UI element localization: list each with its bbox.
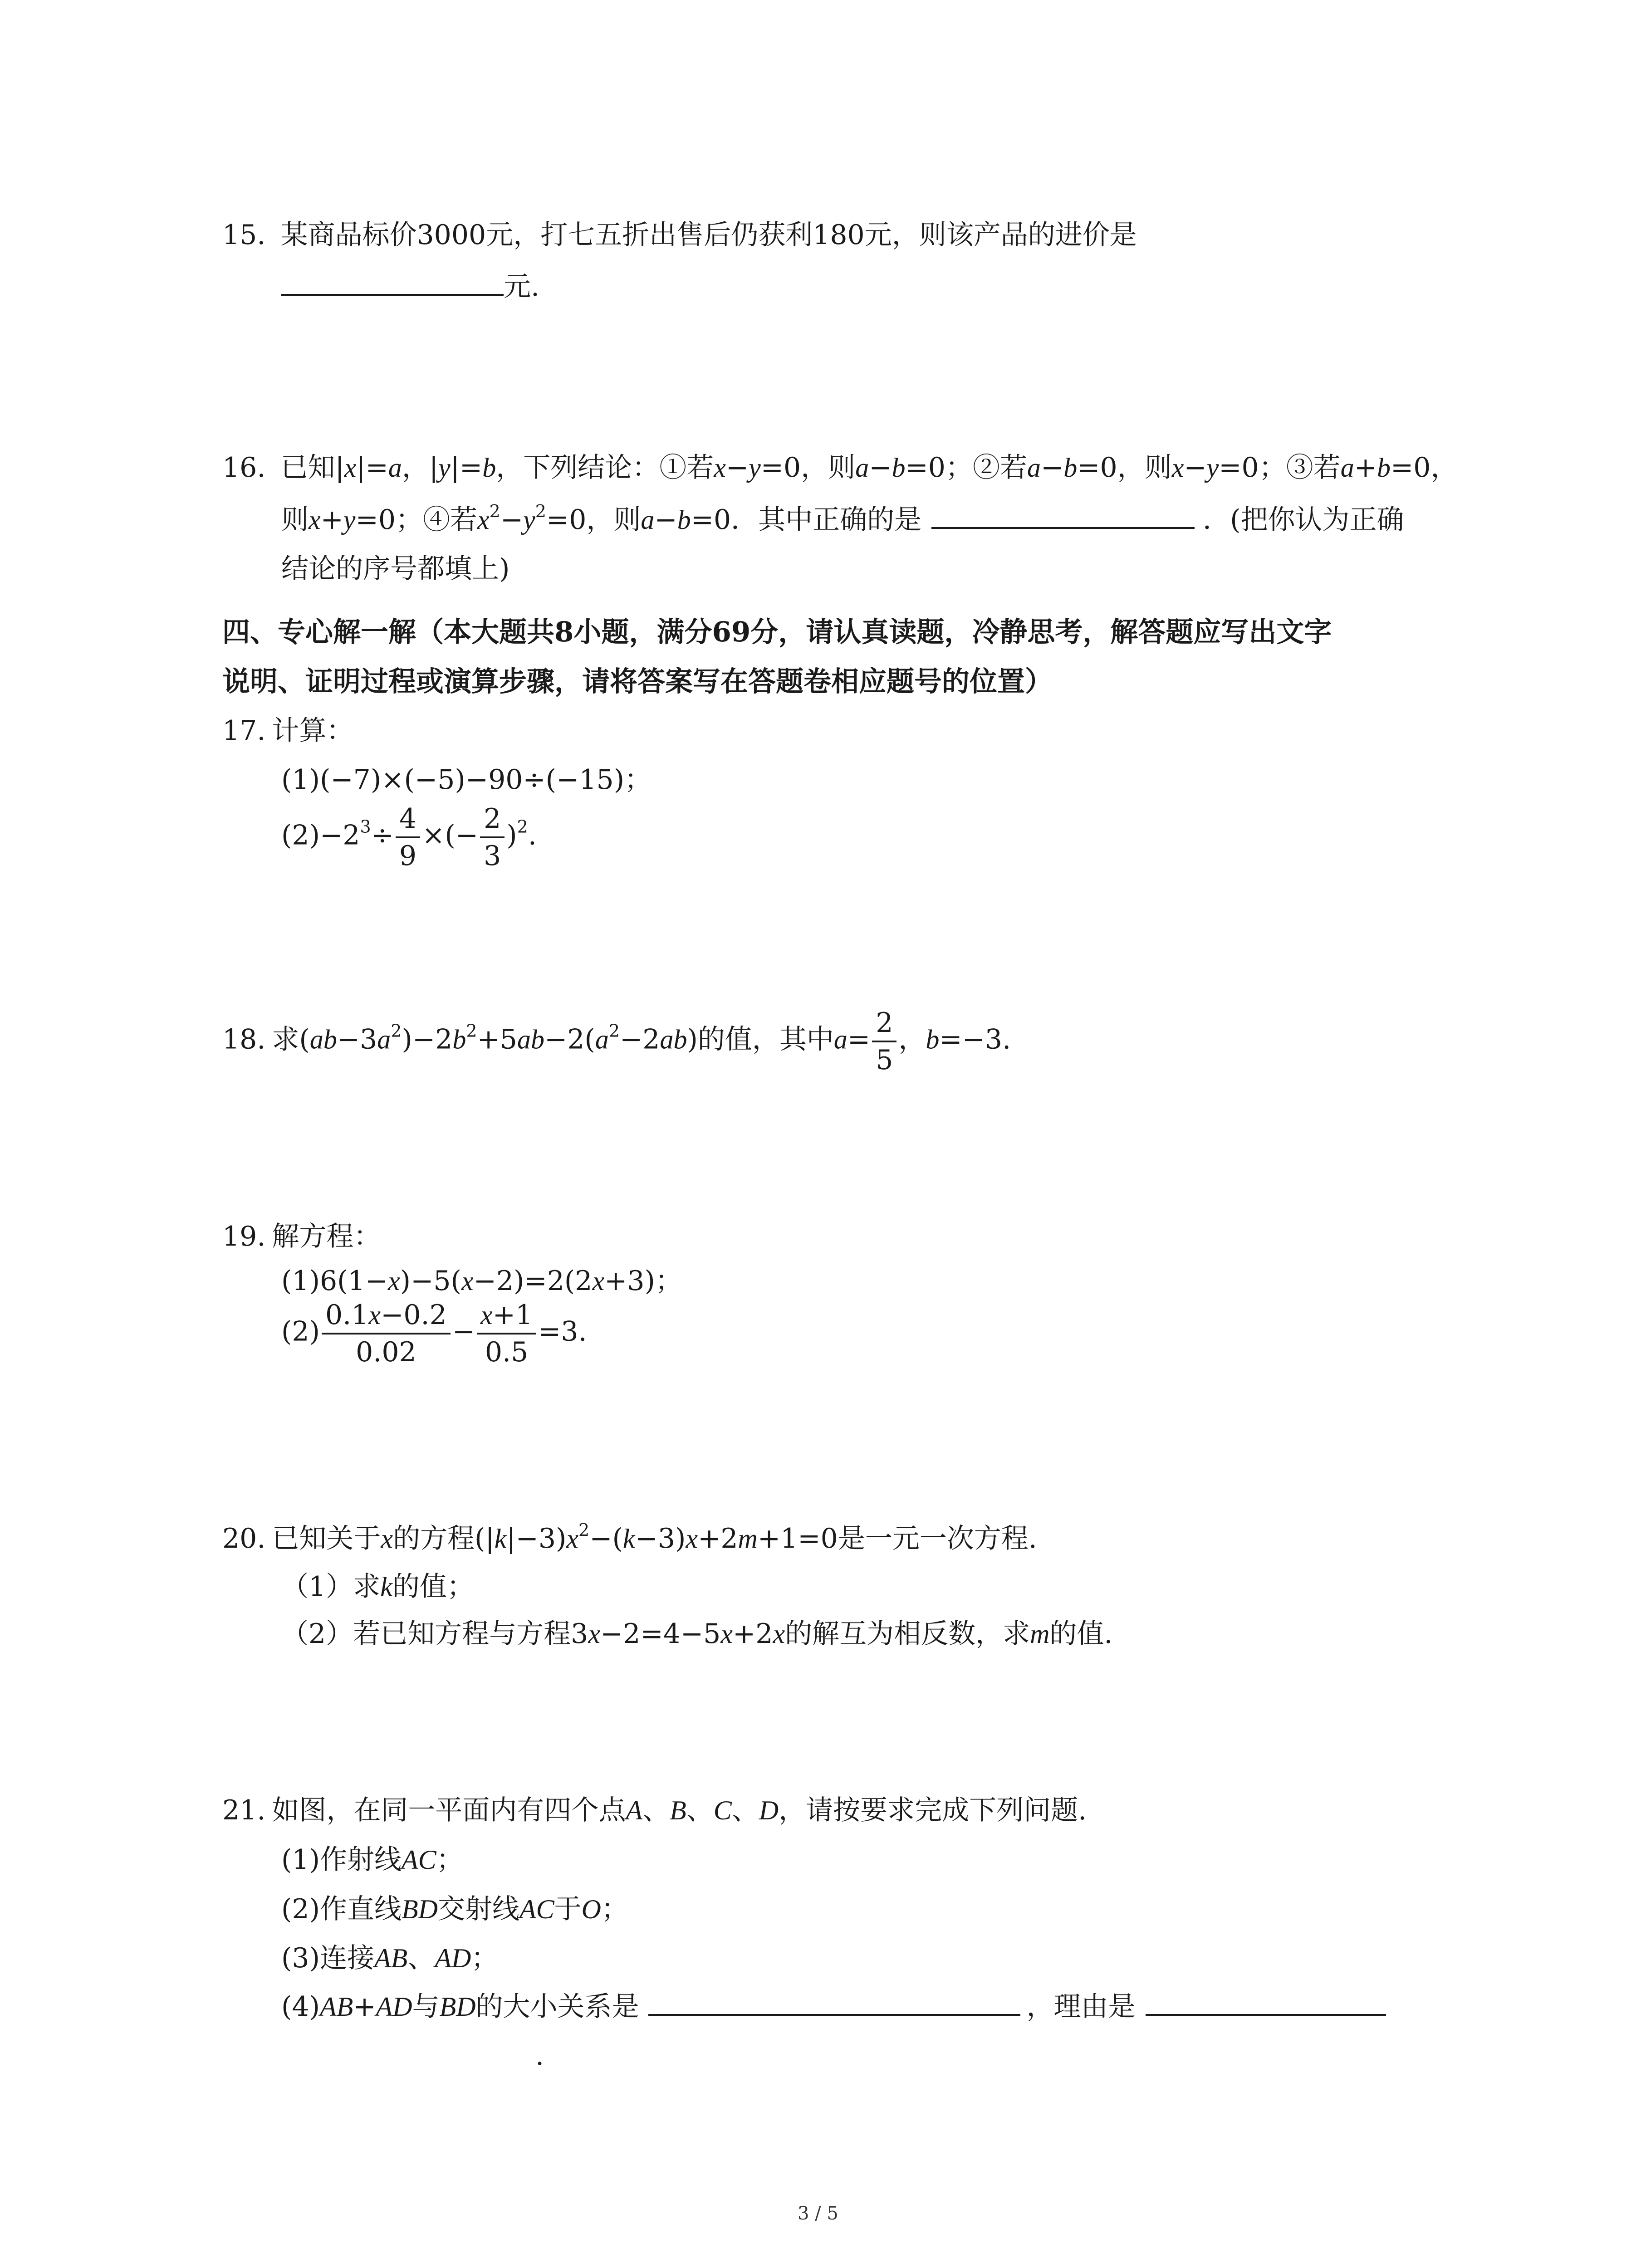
q15-text: 某商品标价3000元，打七五折出售后仍获利180元，则该产品的进价是	[280, 219, 1137, 251]
q21-part4: (4)AB+AD与BD的大小关系是 ，理由是	[281, 1990, 1386, 2023]
q16-number: 16.	[222, 452, 266, 484]
q21-reason-blank[interactable]	[1146, 1990, 1386, 2016]
q21-relation-blank[interactable]	[648, 1990, 1020, 2016]
q16-line2: 则x+y=0；④若$x^2-y^2=0$，则a−b=0．其中正确的是 ．(把你认为正确	[281, 501, 1404, 536]
q18-line: 18. 求$(ab-3a^2)-2b^2+5ab-2(a^2-2ab)$的值，其中a= $\frac{2}{5}$ ，b=−3.	[222, 1007, 1011, 1076]
section4-heading-line1: 四、专心解一解（本大题共8小题，满分69分，请认真读题，冷静思考，解答题应写出文字	[222, 616, 1332, 648]
q20-part2: （2）若已知方程与方程3x−2=4−5x+2x的解互为相反数，求m的值.	[281, 1618, 1113, 1650]
q15-answer-blank[interactable]	[281, 270, 504, 296]
q19-title: 19. 解方程：	[222, 1221, 381, 1252]
q18-fraction-2-5: $\frac{2}{5}$	[872, 1008, 896, 1075]
q17-title: 17. 计算：	[222, 715, 354, 747]
q21-part1: (1)作射线AC；	[281, 1844, 464, 1876]
q16-answer-blank[interactable]	[931, 503, 1195, 529]
page-number: 3 / 5	[798, 2203, 838, 2224]
q16-line3: 结论的序号都填上)	[281, 553, 510, 585]
q17-part2: $(2)-2^3\div$ $\frac{4}{9}$ ×(− $\frac{2}{3}$ )$^2$.	[281, 803, 537, 872]
q21-trailing-period: .	[535, 2040, 544, 2072]
q15-line1	[222, 219, 1137, 251]
q16-line1	[222, 451, 1458, 484]
q19-part1: (1)6(1−x)−5(x−2)=2(2x+3)；	[281, 1265, 682, 1297]
q17-fraction-4-9: $\frac{4}{9}$	[396, 804, 420, 871]
q21-part2: (2)作直线BD交射线AC于O；	[281, 1893, 628, 1925]
q21-line1: 21. 如图，在同一平面内有四个点A、B、C、D，请按要求完成下列问题.	[222, 1794, 1087, 1826]
q16-text: 已知|x|=a，|y|=b，下列结论：①若x−y=0，则a−b=0；②若a−b=0，则x−y=0；③若a+b=0，	[280, 452, 1458, 484]
q19-fraction-2: $\frac{x+1}{0.5}$	[477, 1300, 536, 1367]
q17-part1: (1)(−7)×(−5)−90÷(−15)；	[281, 764, 652, 796]
q15-number: 15.	[222, 219, 266, 251]
q20-part1: （1）求k的值；	[281, 1571, 474, 1603]
q21-part3: (3)连接AB、AD；	[281, 1942, 499, 1974]
q15-line2	[281, 270, 539, 303]
q17-fraction-2-3: $\frac{2}{3}$	[480, 804, 505, 871]
q19-fraction-1: $\frac{0.1x-0.2}{0.02}$	[322, 1300, 451, 1367]
q15-unit: 元.	[504, 271, 540, 303]
section4-heading-line2: 说明、证明过程或演算步骤，请将答案写在答题卷相应题号的位置）	[222, 665, 1053, 698]
q20-line1: 20. 已知关于x的方程$(|k|-3)x^2-(k-3)x+2m+1=0$是一元一次方程.	[222, 1520, 1037, 1554]
q19-part2: (2) $\frac{0.1x-0.2}{0.02}$ − $\frac{x+1}{0.5}$ =3.	[281, 1299, 587, 1368]
